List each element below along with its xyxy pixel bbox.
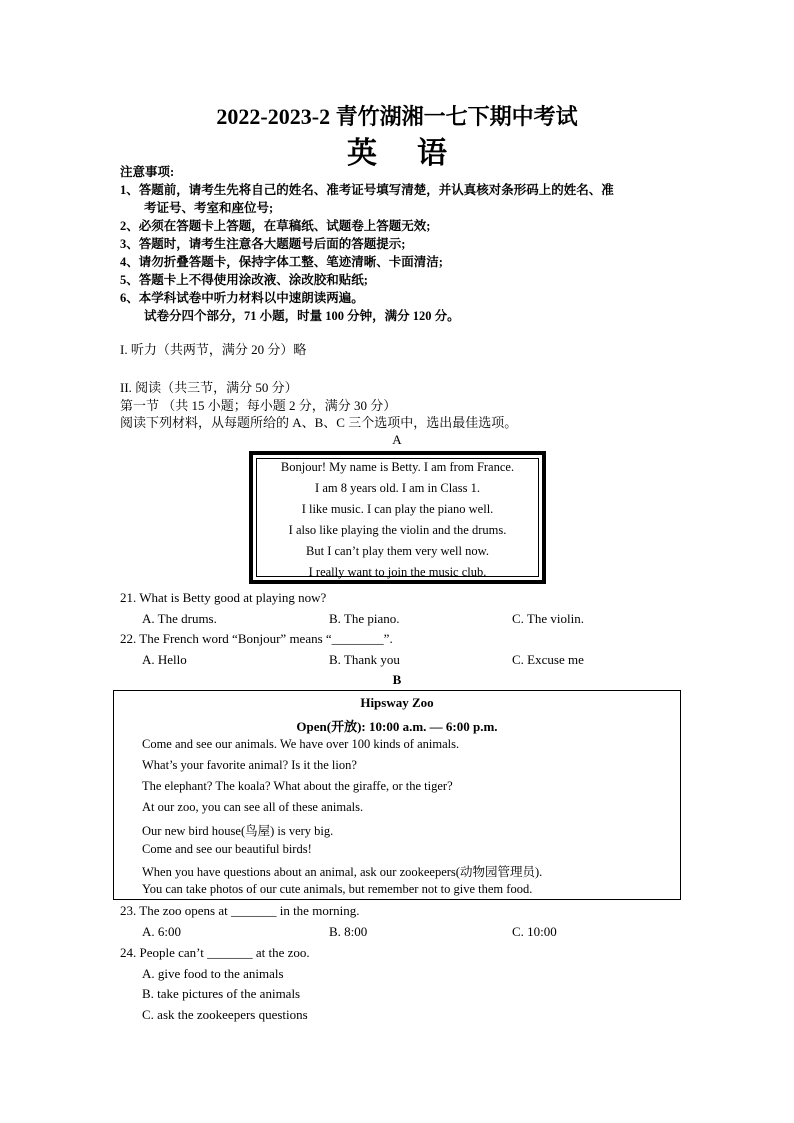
q22-option-b: B. Thank you (329, 652, 400, 667)
passage-b-box (113, 690, 681, 900)
q21-option-c: C. The violin. (512, 611, 584, 626)
q23-option-c: C. 10:00 (512, 924, 557, 939)
passage-b-line: Come and see our beautiful birds! (142, 842, 312, 856)
note-item: 3、答题时，请考生注意各大题题号后面的答题提示; (120, 237, 406, 251)
passage-a-line: I also like playing the violin and the drums. (288, 523, 507, 537)
zoo-name: Hipsway Zoo (360, 695, 434, 710)
note-item: 考证号、考室和座位号; (144, 201, 274, 215)
note-item: 4、请勿折叠答题卡，保持字体工整、笔迹清晰、卡面清洁; (120, 255, 443, 269)
part1-heading: 第一节 （共 15 小题；每小题 2 分，满分 30 分） (120, 398, 397, 413)
passage-b-line: The elephant? The koala? What about the giraffe, or the tiger? (142, 779, 453, 793)
passage-b-line: When you have questions about an animal, ask our zookeepers(动物园管理员). (142, 865, 543, 879)
passage-b-label: B (392, 672, 402, 687)
q21-option-a: A. The drums. (142, 611, 217, 626)
reading-instruction: 阅读下列材料，从每题所给的 A、B、C 三个选项中，选出最佳选项。 (120, 415, 518, 430)
passage-a-line: I like music. I can play the piano well. (301, 502, 494, 516)
q22-option-a: A. Hello (142, 652, 187, 667)
passage-a-line: I really want to join the music club. (308, 565, 487, 579)
zoo-hours: Open(开放): 10:00 a.m. — 6:00 p.m. (296, 719, 498, 734)
note-item: 5、答题卡上不得使用涂改液、涂改胶和贴纸; (120, 273, 368, 287)
listening-section: I. 听力（共两节，满分 20 分）略 (120, 342, 307, 357)
q22-option-c: C. Excuse me (512, 652, 584, 667)
passage-b-line: At our zoo, you can see all of these animals. (142, 800, 364, 814)
note-item: 6、本学科试卷中听力材料以中速朗读两遍。 (120, 291, 364, 305)
reading-section: II. 阅读（共三节，满分 50 分） (120, 380, 298, 395)
q21-option-b: B. The piano. (329, 611, 400, 626)
q24-option-a: A. give food to the animals (142, 966, 284, 981)
passage-b-line: What’s your favorite animal? Is it the lion? (142, 758, 357, 772)
instructions-block (120, 163, 614, 325)
q23-option-a: A. 6:00 (142, 924, 181, 939)
q24-option-c: C. ask the zookeepers questions (142, 1007, 308, 1022)
passage-b-line: Come and see our animals. We have over 100 kinds of animals. (142, 737, 460, 751)
question-23: 23. The zoo opens at _______ in the morning. (120, 903, 360, 918)
question-21: 21. What is Betty good at playing now? (120, 590, 327, 605)
exam-title: 2022-2023-2 青竹湖湘一七下期中考试 (216, 104, 578, 129)
question-22: 22. The French word “Bonjour” means “________”. (120, 631, 393, 646)
passage-b-line: Our new bird house(鸟屋) is very big. (142, 824, 334, 838)
passage-a-line: I am 8 years old. I am in Class 1. (315, 481, 480, 495)
note-item: 2、必须在答题卡上答题，在草稿纸、试题卷上答题无效; (120, 219, 431, 233)
subject-title: 英语 (347, 137, 487, 170)
passage-a-label: A (392, 432, 402, 447)
q23-option-b: B. 8:00 (329, 924, 368, 939)
question-24: 24. People can’t _______ at the zoo. (120, 945, 310, 960)
notes-heading: 注意事项: (120, 165, 175, 179)
passage-a-line: Bonjour! My name is Betty. I am from France. (280, 460, 515, 474)
q24-option-b: B. take pictures of the animals (142, 986, 301, 1001)
note-item: 1、答题前，请考生先将自己的姓名、准考证号填写清楚，并认真核对条形码上的姓名、准 (120, 183, 614, 197)
note-item: 试卷分四个部分，71 小题，时量 100 分钟，满分 120 分。 (144, 309, 460, 323)
passage-b-line: You can take photos of our cute animals, but remember not to give them food. (142, 882, 533, 896)
passage-a-box (249, 451, 546, 584)
passage-a-line: But I can’t play them very well now. (306, 544, 489, 558)
